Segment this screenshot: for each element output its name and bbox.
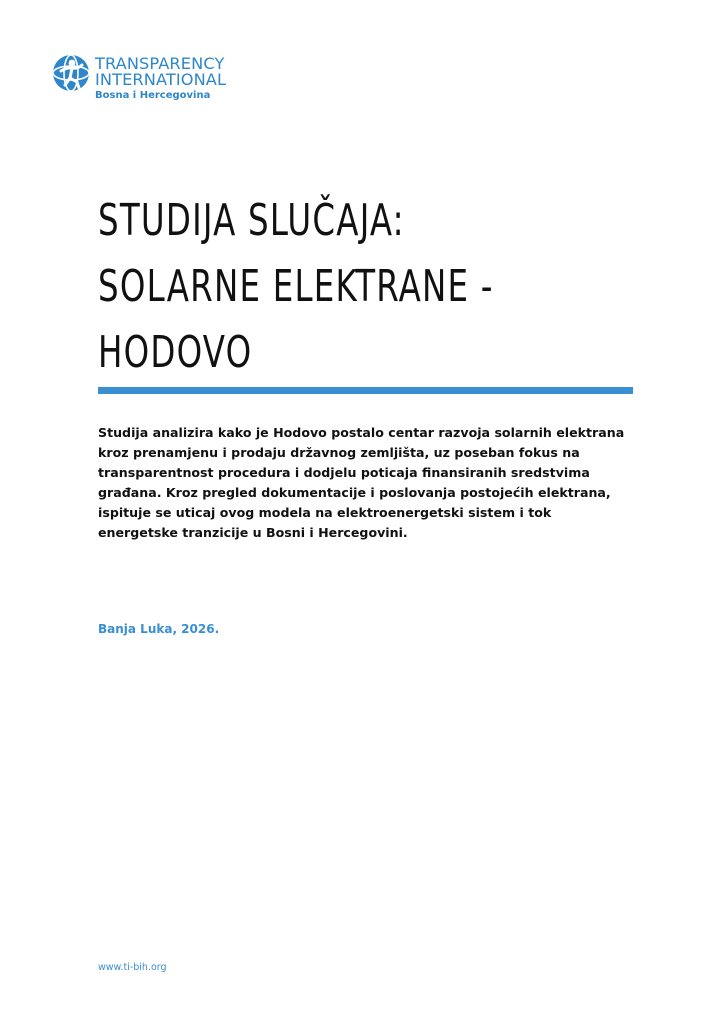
- logo-wordmark: [95, 56, 226, 101]
- document-title: [98, 188, 557, 386]
- website-link[interactable]: www.ti-bih.org: [98, 962, 167, 973]
- title-line-1: STUDIJA SLUČAJA:: [98, 195, 405, 246]
- place-date: Banja Luka, 2026.: [98, 622, 220, 636]
- logo-line-country: Bosna i Hercegovina: [95, 90, 211, 102]
- organization-logo: [52, 54, 272, 106]
- logo-line-international: INTERNATIONAL: [95, 70, 227, 90]
- title-line-2: SOLARNE ELEKTRANE -: [98, 261, 494, 312]
- globe-person-icon: [52, 54, 90, 92]
- title-divider: [98, 387, 633, 394]
- logo-line-transparency: TRANSPARENCY: [95, 54, 225, 73]
- abstract-text: Studija analizira kako je Hodovo postalo centar razvoja solarnih elektrana kroz prenamjenu i prodaju državnog zemljišta, uz poseban fokus na transparentnost procedura i dodjelu poticaja finansiranih sredstvima građana. Kroz pregled dokumentacije i poslovanja postojećih elektrana, ispituje se uticaj ovog modela na elektroenergetski sistem i tok energetske tranzicije u Bosni i Hercegovini.: [98, 425, 625, 540]
- title-line-3: HODOVO: [98, 327, 253, 378]
